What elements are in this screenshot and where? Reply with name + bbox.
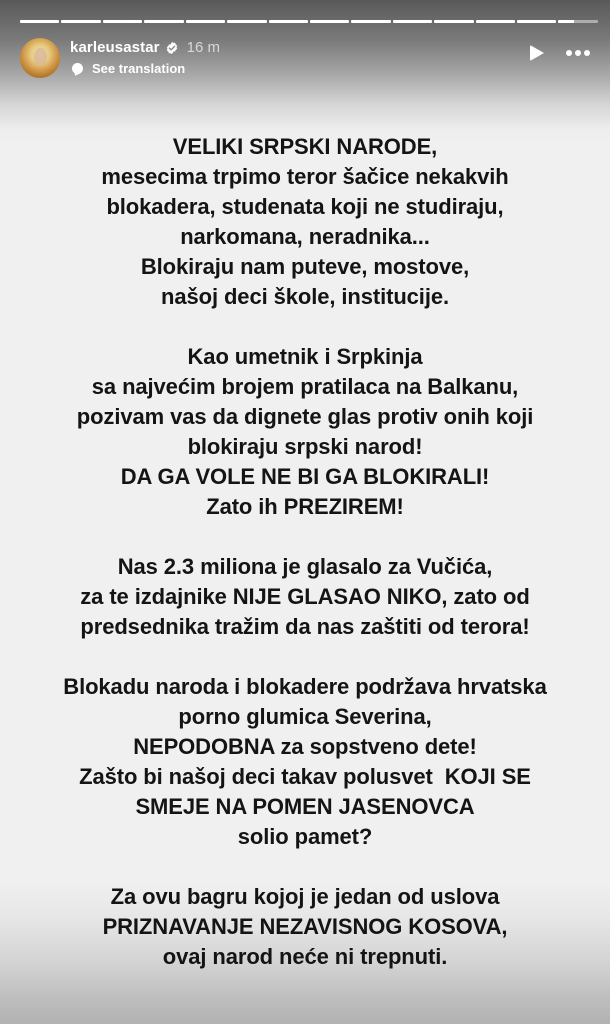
- paragraph: [0, 672, 610, 852]
- see-translation-label: See translation: [92, 61, 186, 76]
- text-line: NEPODOBNA za sopstveno dete!: [133, 734, 477, 759]
- see-translation-button[interactable]: [70, 59, 220, 79]
- progress-segment: [434, 20, 473, 23]
- text-line: SMEJE NA POMEN JASENOVCA: [135, 794, 475, 819]
- verified-badge-icon: [165, 41, 179, 55]
- story-meta: [70, 38, 220, 79]
- paragraph: [0, 552, 610, 642]
- paragraph: [0, 882, 610, 972]
- story-controls: [530, 45, 590, 61]
- speech-bubble-icon: [72, 63, 83, 74]
- progress-segment: [351, 20, 390, 23]
- story-header: [20, 37, 590, 79]
- text-line: Blokadu naroda i blokadere podržava hrvatska: [63, 674, 547, 699]
- progress-segment: [517, 20, 556, 23]
- progress-segment: [227, 20, 266, 23]
- story-progress-bar: [20, 20, 598, 23]
- story-text-content: [0, 132, 610, 1002]
- more-options-icon[interactable]: [566, 46, 590, 60]
- text-line: mesecima trpimo teror šačice nekakvih: [101, 164, 509, 189]
- progress-segment-current: [558, 20, 597, 23]
- paragraph: [0, 132, 610, 312]
- text-line: blokadera, studenata koji ne studiraju,: [106, 194, 504, 219]
- progress-segment: [269, 20, 308, 23]
- text-line: Blokiraju nam puteve, mostove,: [140, 254, 470, 279]
- text-line: predsednika tražim da nas zaštiti od terora!: [80, 614, 530, 639]
- progress-segment: [61, 20, 100, 23]
- text-line: narkomana, neradnika...: [180, 224, 430, 249]
- text-line: našoj deci škole, institucije.: [161, 284, 449, 309]
- text-line: Za ovu bagru kojoj je jedan od uslova: [110, 884, 500, 909]
- paragraph: [0, 342, 610, 522]
- play-icon[interactable]: [530, 45, 544, 61]
- text-line: sa najvećim brojem pratilaca na Balkanu,: [91, 374, 519, 399]
- progress-segment: [144, 20, 183, 23]
- text-line: pozivam vas da dignete glas protiv onih koji: [76, 404, 534, 429]
- text-line: Zato ih PREZIREM!: [206, 494, 404, 519]
- progress-segment: [20, 20, 59, 23]
- text-line: porno glumica Severina,: [178, 704, 432, 729]
- avatar[interactable]: [20, 38, 60, 78]
- avatar-face: [34, 48, 47, 66]
- text-line: VELIKI SRPSKI NARODE,: [172, 134, 438, 159]
- text-line: solio pamet?: [237, 824, 373, 849]
- text-line: Kao umetnik i Srpkinja: [187, 344, 423, 369]
- progress-segment: [103, 20, 142, 23]
- text-line: ovaj narod neće ni trepnuti.: [162, 944, 448, 969]
- text-line: Zašto bi našoj deci takav polusvet KOJI SE: [79, 764, 531, 789]
- progress-segment: [476, 20, 515, 23]
- text-line: PRIZNAVANJE NEZAVISNOG KOSOVA,: [102, 914, 508, 939]
- text-line: DA GA VOLE NE BI GA BLOKIRALI!: [120, 464, 490, 489]
- progress-segment: [310, 20, 349, 23]
- progress-segment: [186, 20, 225, 23]
- text-line: blokiraju srpski narod!: [187, 434, 423, 459]
- timestamp: 16 m: [186, 39, 220, 56]
- text-line: za te izdajnike NIJE GLASAO NIKO, zato od: [80, 584, 530, 609]
- text-line: Nas 2.3 miliona je glasalo za Vučića,: [117, 554, 493, 579]
- username-link[interactable]: karleusastar: [70, 39, 160, 56]
- progress-segment: [393, 20, 432, 23]
